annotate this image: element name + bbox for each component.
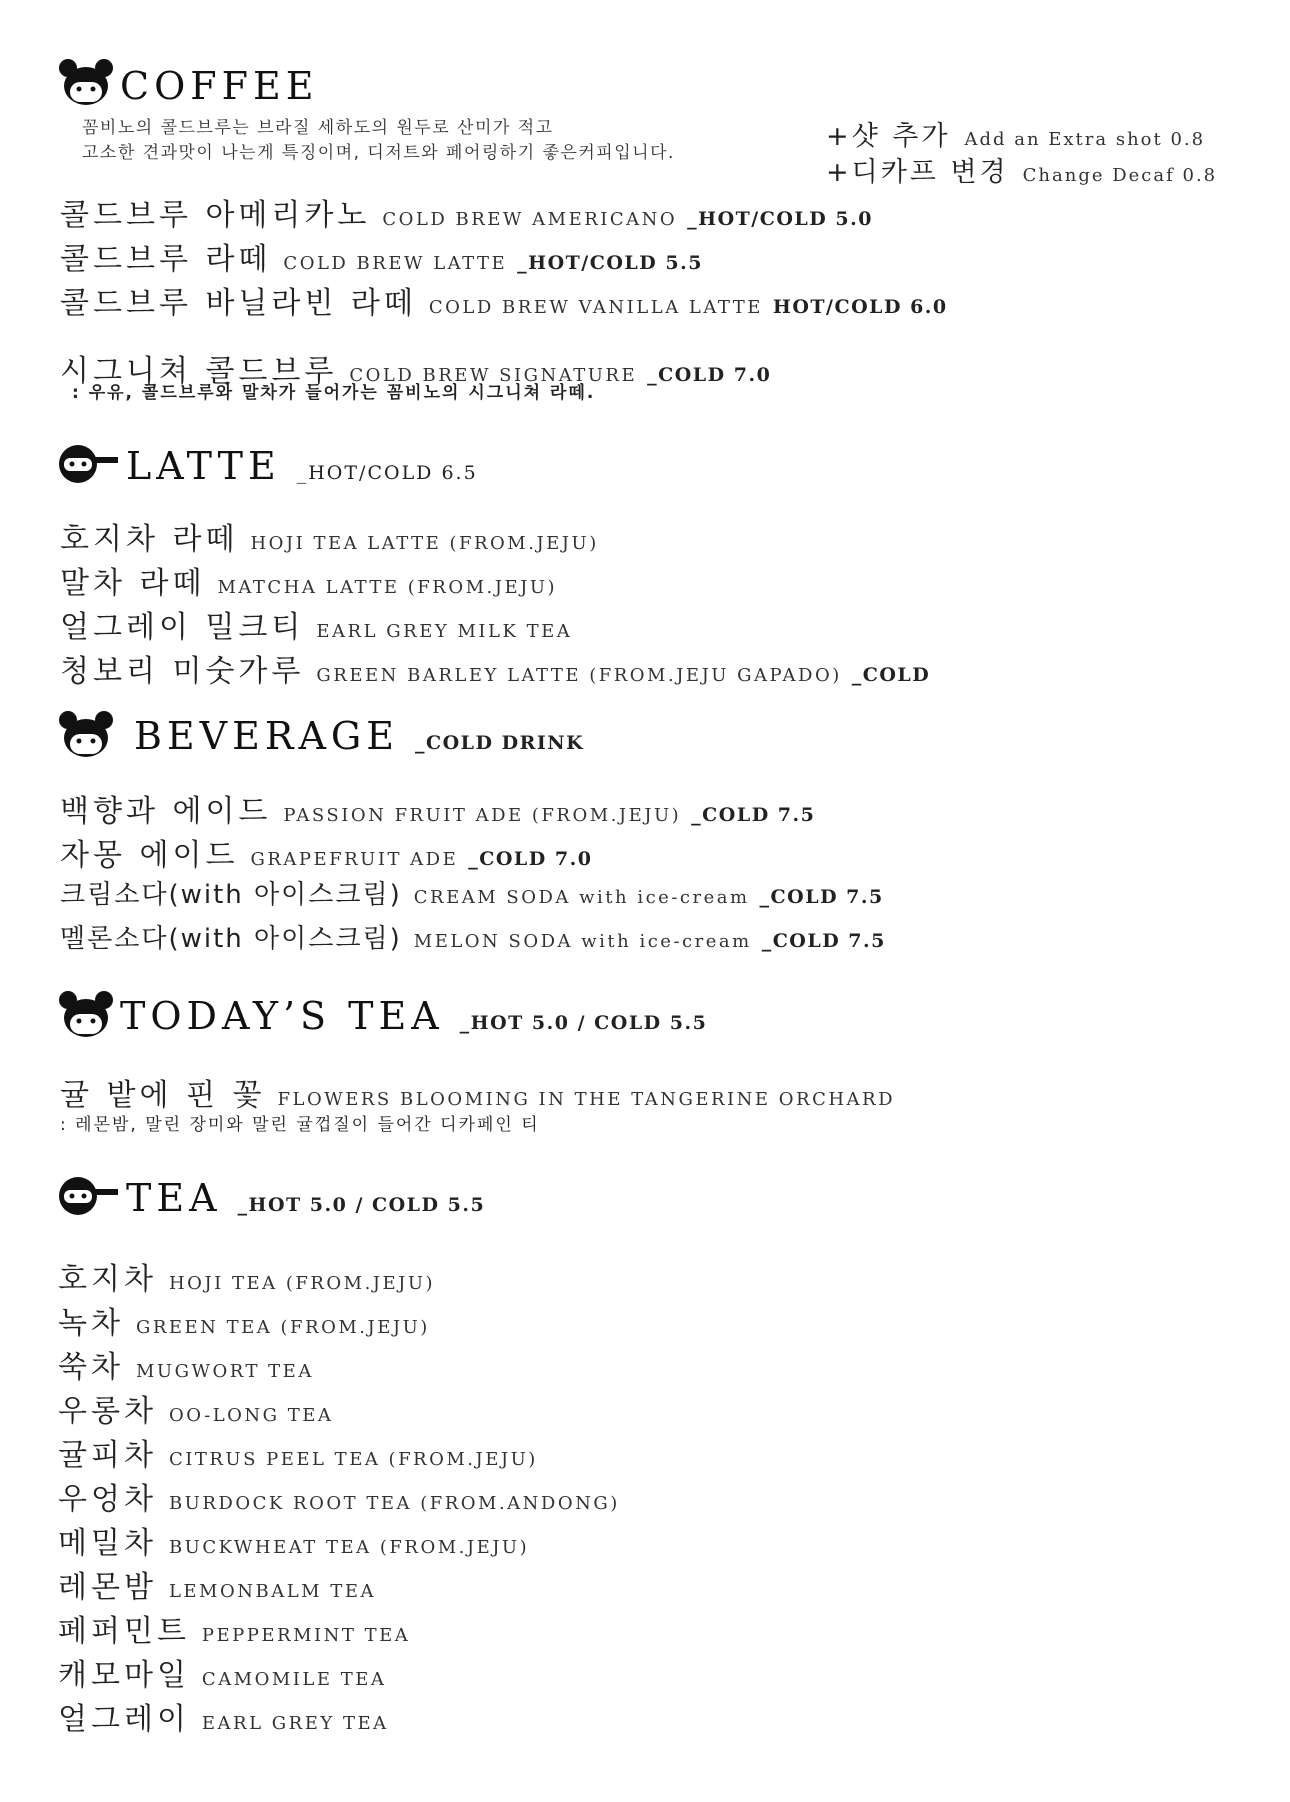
latte-header: LATTE _HOT/COLD 6.5 <box>126 444 478 488</box>
menu-item: 메밀차 BUCKWHEAT TEA (FROM.JEJU) <box>58 1526 530 1561</box>
addon-decaf: +디카프 변경 Change Decaf 0.8 <box>826 157 1218 188</box>
menu-item: 얼그레이 밀크티 EARL GREY MILK TEA <box>60 610 573 645</box>
menu-item: 귤 밭에 핀 꽃 FLOWERS BLOOMING IN THE TANGERINE ORCHARD <box>60 1078 896 1113</box>
coffee-title: COFFEE <box>120 64 319 108</box>
menu-item: 호지차 라떼 HOJI TEA LATTE (FROM.JEJU) <box>60 522 599 557</box>
menu-item: 레몬밤 LEMONBALM TEA <box>58 1570 376 1605</box>
menu-item: 캐모마일 CAMOMILE TEA <box>58 1658 387 1693</box>
menu-item: 콜드브루 아메리카노 COLD BREW AMERICANO _HOT/COLD 5.0 <box>60 198 873 233</box>
menu-item: 콜드브루 바닐라빈 라떼 COLD BREW VANILLA LATTE HOT/COLD 6.0 <box>60 286 948 321</box>
menu-item: 페퍼민트 PEPPERMINT TEA <box>58 1614 411 1649</box>
signature-note: : 우유, 콜드브루와 말차가 들어가는 꼼비노의 시그니쳐 라떼. <box>72 383 596 403</box>
menu-item: 콜드브루 라떼 COLD BREW LATTE _HOT/COLD 5.5 <box>60 242 703 277</box>
menu-item: 얼그레이 EARL GREY TEA <box>58 1702 389 1737</box>
bear-icon <box>58 58 114 106</box>
bear-icon <box>58 990 114 1038</box>
menu-item: 귤피차 CITRUS PEEL TEA (FROM.JEJU) <box>58 1438 538 1473</box>
menu-item: 청보리 미숫가루 GREEN BARLEY LATTE (FROM.JEJU GAPADO) _COLD <box>60 654 931 689</box>
ninja-icon <box>58 1176 120 1216</box>
tea-header: TEA _HOT 5.0 / COLD 5.5 <box>126 1176 486 1220</box>
menu-item: 시그니쳐 콜드브루 COLD BREW SIGNATURE _COLD 7.0 <box>60 354 772 389</box>
menu-item: 말차 라떼 MATCHA LATTE (FROM.JEJU) <box>60 566 558 601</box>
menu-item: 호지차 HOJI TEA (FROM.JEJU) <box>58 1262 436 1297</box>
todays-tea-note: : 레몬밤, 말린 장미와 말린 귤껍질이 들어간 디카페인 티 <box>60 1115 540 1135</box>
menu-item: 쑥차 MUGWORT TEA <box>58 1350 314 1385</box>
coffee-description: 꼼비노의 콜드브루는 브라질 세하도의 원두로 산미가 적고 고소한 견과맛이 나는게 특징이며, 디저트와 페어링하기 좋은커피입니다. <box>82 118 675 163</box>
menu-item: 우엉차 BURDOCK ROOT TEA (FROM.ANDONG) <box>58 1482 620 1517</box>
menu-item: 자몽 에이드 GRAPEFRUIT ADE _COLD 7.0 <box>60 838 593 873</box>
bear-icon <box>58 710 114 758</box>
addon-extra-shot: +샷 추가 Add an Extra shot 0.8 <box>826 121 1206 152</box>
menu-item: 크림소다(with 아이스크림) CREAM SODA with ice-cream _COLD 7.5 <box>60 880 884 910</box>
beverage-header: BEVERAGE _COLD DRINK <box>134 714 585 758</box>
menu-item: 녹차 GREEN TEA (FROM.JEJU) <box>58 1306 430 1341</box>
menu-item: 멜론소다(with 아이스크림) MELON SODA with ice-cream _COLD 7.5 <box>60 924 886 954</box>
todays-tea-header: TODAY’S TEA _HOT 5.0 / COLD 5.5 <box>120 994 708 1038</box>
menu-item: 백향과 에이드 PASSION FRUIT ADE (FROM.JEJU) _COLD 7.5 <box>60 794 816 829</box>
ninja-icon <box>58 444 120 484</box>
menu-item: 우롱차 OO-LONG TEA <box>58 1394 334 1429</box>
